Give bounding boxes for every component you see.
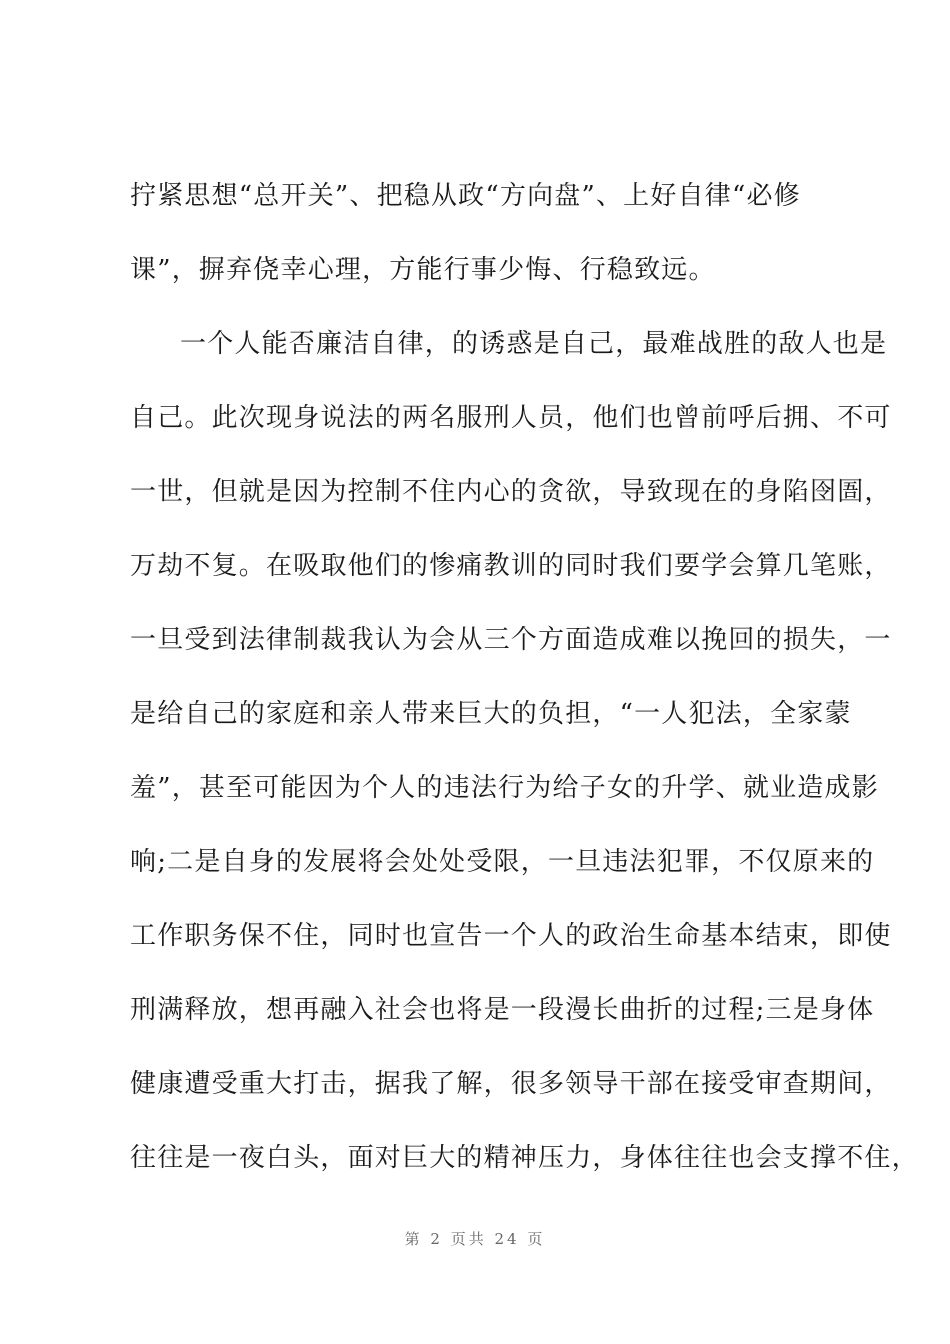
page-number-footer: 第 2 页共 24 页 xyxy=(404,1230,546,1248)
text-line: 健康遭受重大打击，据我了解，很多领导干部在接受审查期间， xyxy=(130,1069,892,1099)
text-line: 一世，但就是因为控制不住内心的贪欲，导致现在的身陷囹圄， xyxy=(130,477,892,507)
text-line: 是给自己的家庭和亲人带来巨大的负担，“一人犯法，全家蒙 xyxy=(130,699,852,729)
text-line: 拧紧思想“总开关”、把稳从政“方向盘”、上好自律“必修 xyxy=(130,181,801,211)
text-line: 课”，摒弃侥幸心理，方能行事少悔、行稳致远。 xyxy=(130,255,716,285)
text-line: 往往是一夜白头，面对巨大的精神压力，身体往往也会支撑不住， xyxy=(130,1143,919,1173)
text-line: 刑满释放，想再融入社会也将是一段漫长曲折的过程;三是身体 xyxy=(130,995,875,1025)
text-line: 一旦受到法律制裁我认为会从三个方面造成难以挽回的损失，一 xyxy=(130,625,892,655)
text-line: 羞”，甚至可能因为个人的违法行为给子女的升学、就业造成影 xyxy=(130,773,879,803)
text-line: 工作职务保不住，同时也宣告一个人的政治生命基本结束，即使 xyxy=(130,921,892,951)
paragraph-start-line: 一个人能否廉洁自律，的诱惑是自己，最难战胜的敌人也是 xyxy=(180,329,888,359)
text-line: 自己。此次现身说法的两名服刑人员，他们也曾前呼后拥、不可 xyxy=(130,403,892,433)
text-line: 万劫不复。在吸取他们的惨痛教训的同时我们要学会算几笔账， xyxy=(130,551,892,581)
text-line: 响;二是自身的发展将会处处受限，一旦违法犯罪，不仅原来的 xyxy=(130,847,875,877)
